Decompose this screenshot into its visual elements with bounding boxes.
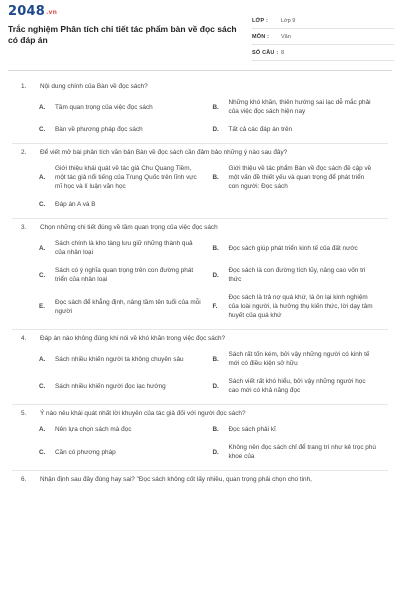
question-text: [21, 223, 386, 232]
option-text: Tầm quan trọng của việc đọc sách: [55, 103, 153, 111]
answer-option[interactable]: [39, 164, 213, 191]
answer-option[interactable]: [39, 125, 213, 134]
option-text: Tất cả các đáp án trên: [228, 126, 293, 133]
option-letter: B.: [212, 174, 219, 181]
question-4: [0, 330, 400, 404]
answer-option[interactable]: [213, 164, 387, 191]
question-prompt: Để viết mở bài phân tích văn bản Bàn về đọc sách cần đảm bảo những ý nào sau đây?: [40, 149, 288, 156]
option-text: Sách viết rất khó hiểu, bởi vậy những người học cao mới có khả năng đọc: [228, 378, 366, 394]
answer-option[interactable]: [213, 443, 387, 461]
meta-key: LỚP :: [252, 17, 268, 24]
answer-options: [21, 164, 386, 218]
question-number: 3.: [21, 224, 27, 231]
meta-key: MÔN :: [252, 33, 270, 40]
question-prompt: Nhận định sau đây đúng hay sai? "Đọc sách không cốt lấy nhiều, quan trọng phải chọn cho tinh,: [40, 476, 312, 483]
answer-options: [21, 350, 386, 404]
meta-row: [252, 13, 394, 29]
question-list: [0, 78, 400, 491]
option-text: Bàn về phương pháp đọc sách: [55, 126, 143, 133]
option-letter: A.: [39, 174, 46, 181]
meta-key: SỐ CÂU :: [252, 49, 279, 56]
option-letter: B.: [212, 103, 219, 111]
option-letter: B.: [212, 244, 219, 252]
page-header: [0, 0, 400, 68]
option-text: Cần có phương pháp: [55, 448, 116, 456]
option-letter: C.: [39, 271, 46, 279]
answer-option[interactable]: [213, 125, 387, 134]
answer-option[interactable]: [39, 425, 213, 434]
question-text: [21, 409, 386, 418]
answer-option[interactable]: [39, 266, 213, 284]
question-text: [21, 82, 386, 91]
option-text: Đọc sách phải kĩ: [228, 426, 276, 433]
option-letter: A.: [39, 355, 46, 363]
answer-option[interactable]: [213, 293, 387, 320]
option-text: Sách rất tốn kém, bởi vậy những người có kinh tế mới có điều kiện sở hữu: [228, 351, 370, 367]
option-letter: F.: [212, 303, 218, 310]
answer-option[interactable]: [39, 377, 213, 395]
question-prompt: Chọn những chi tiết đúng về tầm quan trọng của việc đọc sách: [40, 224, 218, 231]
answer-option[interactable]: [39, 98, 213, 116]
answer-option[interactable]: [39, 200, 213, 209]
option-letter: C.: [39, 382, 46, 390]
option-letter: B.: [212, 355, 219, 363]
site-logo[interactable]: 2048.vn: [8, 4, 58, 19]
meta-value: Lớp 9: [281, 17, 296, 24]
meta-value: 8: [281, 49, 285, 56]
option-letter: C.: [39, 448, 46, 456]
question-5: [0, 405, 400, 470]
question-text: [21, 148, 386, 157]
option-letter: D.: [212, 382, 219, 390]
option-letter: A.: [39, 426, 46, 433]
answer-option[interactable]: [213, 350, 387, 368]
quiz-meta: [252, 13, 394, 61]
question-number: 1.: [21, 83, 27, 90]
answer-options: [21, 425, 386, 470]
answer-option[interactable]: [39, 443, 213, 461]
option-text: Đọc sách là con đường tích lũy, nâng cao vốn tri thức: [228, 267, 366, 283]
option-text: Giới thiệu khái quát về tác giả Chu Quang Tiềm, một tác giả nổi tiếng của Trung Quốc trên lĩnh vực mĩ học và lí luận văn học: [55, 165, 197, 190]
question-3: [0, 219, 400, 329]
answer-options: [21, 98, 386, 143]
page-title: Trắc nghiệm Phân tích chi tiết tác phẩm bàn về đọc sách có đáp án: [8, 24, 237, 45]
answer-option[interactable]: [39, 239, 213, 257]
question-1: [0, 78, 400, 143]
question-number: 6.: [21, 476, 27, 483]
question-number: 4.: [21, 335, 27, 342]
option-letter: D.: [212, 448, 219, 456]
question-text: [21, 334, 386, 343]
answer-option[interactable]: [39, 293, 213, 320]
answer-option[interactable]: [213, 266, 387, 284]
option-letter: C.: [39, 201, 46, 208]
option-letter: C.: [39, 126, 46, 133]
answer-option[interactable]: [213, 98, 387, 116]
question-prompt: Ý nào nêu khái quát nhất lời khuyên của tác giả đối với người đọc sách?: [40, 410, 246, 417]
option-letter: D.: [212, 271, 219, 279]
option-text: Sách có ý nghĩa quan trọng trên con đường phát triển của nhân loại: [55, 267, 194, 283]
option-text: Đọc sách để khẳng định, nâng tầm tên tuổi của mỗi người: [55, 298, 201, 315]
option-text: Đọc sách là trả nợ quá khứ, là ôn lại kinh nghiệm của loài người, là hưởng thụ kiến thức, lời dạy tâm huyết của quá khứ: [228, 294, 373, 319]
option-text: Sách nhiều khiến người ta không chuyên sâu: [55, 355, 184, 363]
question-2: [0, 144, 400, 218]
question-number: 2.: [21, 149, 27, 156]
meta-row: [252, 29, 394, 45]
option-letter: A.: [39, 244, 46, 252]
option-letter: A.: [39, 103, 46, 111]
answer-option[interactable]: [213, 377, 387, 395]
option-letter: E.: [39, 303, 45, 310]
option-text: Đáp án A và B: [55, 201, 96, 208]
option-text: Đọc sách giúp phát triển kinh tế của đất nước: [228, 244, 358, 252]
answer-option[interactable]: [213, 425, 387, 434]
question-text: [21, 475, 386, 484]
option-text: Không nên đọc sách chỉ để trang trí như kẻ trọc phú khoe của: [228, 444, 376, 460]
option-text: Những khó khăn, thiên hướng sai lạc dễ mắc phải của việc đọc sách hiện nay: [228, 99, 371, 115]
option-letter: D.: [212, 126, 219, 133]
header-divider: [8, 70, 392, 71]
question-number: 5.: [21, 410, 27, 417]
option-text: Giới thiệu về tác phẩm Bàn về đọc sách đề cập về một vấn đề thiết yếu và quan trọng để phát triển con người: Đọc sách: [228, 165, 372, 190]
meta-row: [252, 45, 394, 61]
option-text: Nên lựa chọn sách mà đọc: [55, 426, 132, 433]
meta-value: Văn: [281, 33, 291, 40]
question-prompt: Đáp án nào không đúng khi nói về khó khăn trong việc đọc sách?: [40, 335, 226, 342]
answer-option[interactable]: [39, 350, 213, 368]
answer-options: [21, 239, 386, 329]
answer-option[interactable]: [213, 239, 387, 257]
option-text: Sách nhiều khiến người đọc lạc hướng: [55, 382, 166, 390]
option-letter: B.: [212, 426, 219, 433]
option-text: Sách chính là kho tàng lưu giữ những thành quả của nhân loại: [55, 240, 193, 256]
question-prompt: Nội dung chính của Bàn về đọc sách?: [40, 83, 148, 90]
question-6: [0, 471, 400, 484]
